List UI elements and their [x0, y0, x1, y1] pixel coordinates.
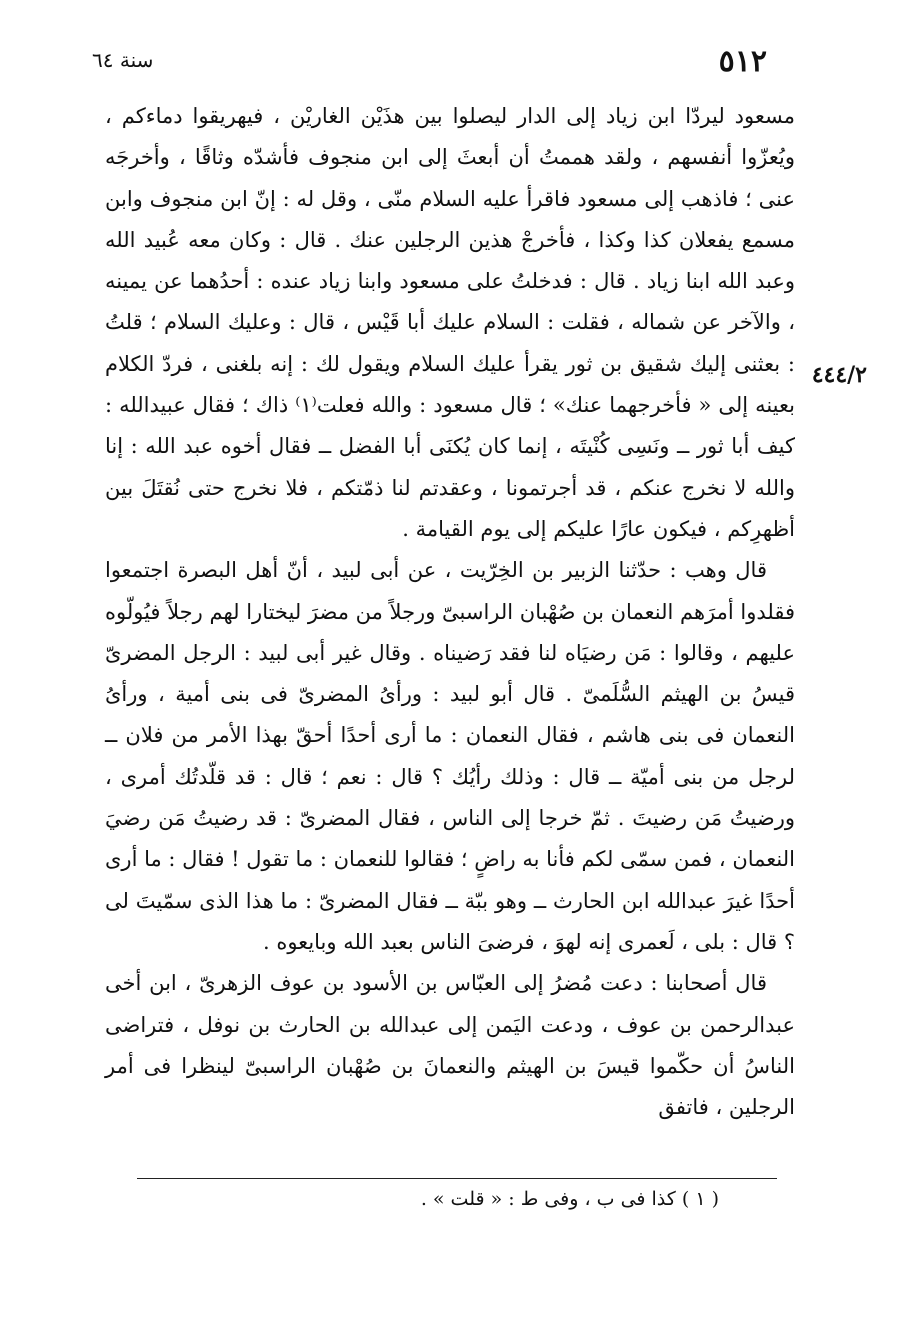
year-header: سنة ٦٤ — [92, 48, 154, 72]
body-text — [105, 96, 795, 1128]
footnote: ( ١ ) كذا فى ب ، وفى ط : « قلت » . — [420, 1188, 719, 1210]
page-number: ٥١٢ — [718, 44, 767, 79]
margin-reference: ٤٤٤/٢ — [811, 362, 867, 388]
paragraph: قال وهب : حدّثنا الزبير بن الخِرّيت ، عن أبى لبيد ، أنّ أهل البصرة اجتمعوا فقلدوا أمرَهم النعمان بن صُهْبان الراسبىّ ورجلاً من مضرَ ليختارا لهم رجلاً فيُولّوه عليهم ، وقالوا : مَن رضيَاه لنا فقد رَضيناه . وقال غير أبى لبيد : الرجل المضرىّ قيسُ بن الهيثم السُّلَمىّ . قال أبو لبيد : ورأىُ المضرىّ فى بنى أمية ، ورأىُ النعمان فى بنى هاشم ، فقال النعمان : ما أرى أحدًا أحقّ بهذا الأمر من فلان ــ لرجل من بنى أميّة ــ قال : وذلك رأيُك ؟ قال : نعم ؛ قال : قد قلّدتُك أمرى ، ورضيتُ مَن رضيتَ . ثمّ خرجا إلى الناس ، فقال المضرىّ : قد رضيتُ مَن رضيَ النعمان ، فمن سمّى لكم فأنا به راضٍ ؛ فقالوا للنعمان : ما تقول ! فقال : ما أرى أحدًا غيرَ عبدالله ابن الحارث ــ وهو ببّة ــ فقال المضرىّ : ما هذا الذى سمّيتَ لى ؟ قال : بلى ، لَعمرى إنه لهوَ ، فرضىَ الناس بعبد الله وبايعوه . — [105, 558, 795, 954]
paragraph: قال أصحابنا : دعت مُضرُ إلى العبّاس بن الأسود بن عوف الزهرىّ ، ابن أخى عبدالرحمن بن عوف ، ودعت اليَمن إلى عبدالله بن الحارث بن نوفل ، فتراضى الناسُ أن حكّموا قيسَ بن الهيثم والنعمانَ بن صُهْبان الراسبىّ لينظرا فى أمر الرجلين ، فاتفق — [105, 971, 795, 1120]
paragraph: مسعود ليردّا ابن زياد إلى الدار ليصلوا بين هذَيْن الغاريْن ، فيهريقوا دماءكم ، ويُعزّوا أنفسهم ، ولقد هممتُ أن أبعثَ إلى ابن منجوف فأشدّه وثاقًا ، وأخرجَه عنى ؛ فاذهب إلى مسعود فاقرأ عليه السلام منّى ، وقل له : إنّ ابن منجوف وابن مسمع يفعلان كذا وكذا ، فأخرجْ هذين الرجلين عنك . قال : وكان معه عُبيد الله وعبد الله ابنا زياد . قال : فدخلتُ على مسعود وابنا زياد عنده : أحدُهما عن يمينه ، والآخر عن شماله ، فقلت : السلام عليك أبا قَيْس ، قال : وعليك السلام ؛ قلتُ : بعثنى إليك شقيق بن ثور يقرأ عليك السلام ويقول لك : إنه بلغنى ، فردّ الكلام بعينه إلى « فأخرجهما عنك» ؛ قال مسعود : والله فعلت⁽١⁾ ذاك ؛ فقال عبيدالله : كيف أبا ثور ــ ونَسِى كُنْيتَه ، إنما كان يُكنَى أبا الفضل ــ فقال أخوه عبد الله : إنا والله لا نخرج عنكم ، قد أجرتمونا ، وعقدتم لنا ذمّتكم ، فلا نخرج حتى نُقتَلَ بين أظهرِكم ، فيكون عارًا عليكم إلى يوم القيامة . — [105, 104, 795, 541]
footnote-divider — [137, 1178, 777, 1179]
